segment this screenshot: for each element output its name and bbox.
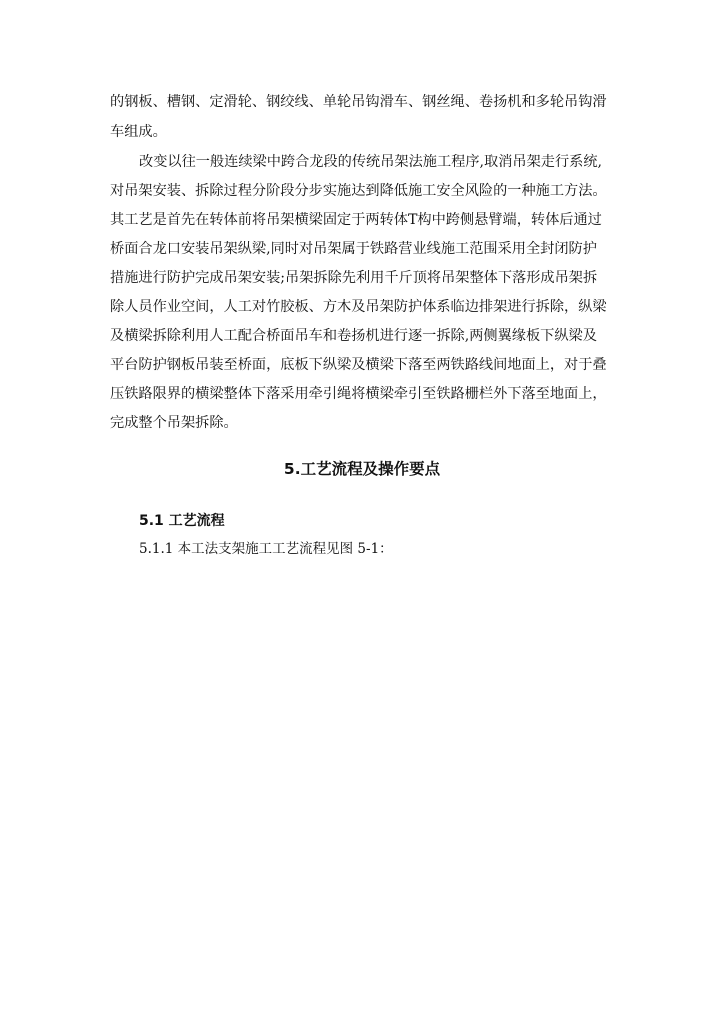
section-heading: 5.工艺流程及操作要点 (283, 460, 441, 478)
subsection-item: 5.1.1 本工法支架施工工艺流程见图 5-1： (139, 541, 393, 557)
paragraph-line: 的钢板、槽钢、定滑轮、钢绞线、单轮吊钩滑车、钢丝绳、卷扬机和多轮吊钩滑 (110, 94, 607, 110)
paragraph-line: 及横梁拆除利用人工配合桥面吊车和卷扬机进行逐一拆除,两侧翼缘板下纵梁及 (110, 328, 597, 344)
paragraph-line: 对吊架安装、拆除过程分阶段分步实施达到降低施工安全风险的一种施工方法。 (110, 183, 607, 199)
paragraph-line: 平台防护钢板吊装至桥面，底板下纵梁及横梁下落至两铁路线间地面上，对于叠 (110, 357, 607, 373)
paragraph-line: 桥面合龙口安装吊架纵梁,同时对吊架属于铁路营业线施工范围采用全封闭防护 (110, 241, 597, 257)
paragraph-line: 压铁路限界的横梁整体下落采用牵引绳将横梁牵引至铁路栅栏外下落至地面上， (110, 386, 607, 402)
paragraph-line: 完成整个吊架拆除。 (110, 415, 238, 431)
paragraph-line: 改变以往一般连续梁中跨合龙段的传统吊架法施工程序,取消吊架走行系统, (139, 154, 603, 170)
paragraph-line: 措施进行防护完成吊架安装;吊架拆除先利用千斤顶将吊架整体下落形成吊架拆 (110, 270, 598, 286)
paragraph-line: 车组成。 (110, 124, 167, 140)
paragraph-line: 除人员作业空间，人工对竹胶板、方木及吊架防护体系临边排架进行拆除，纵梁 (110, 299, 607, 315)
paragraph-line: 其工艺是首先在转体前将吊架横梁固定于两转体T构中跨侧悬臂端，转体后通过 (110, 212, 602, 228)
subsection-heading: 5.1 工艺流程 (139, 513, 225, 529)
